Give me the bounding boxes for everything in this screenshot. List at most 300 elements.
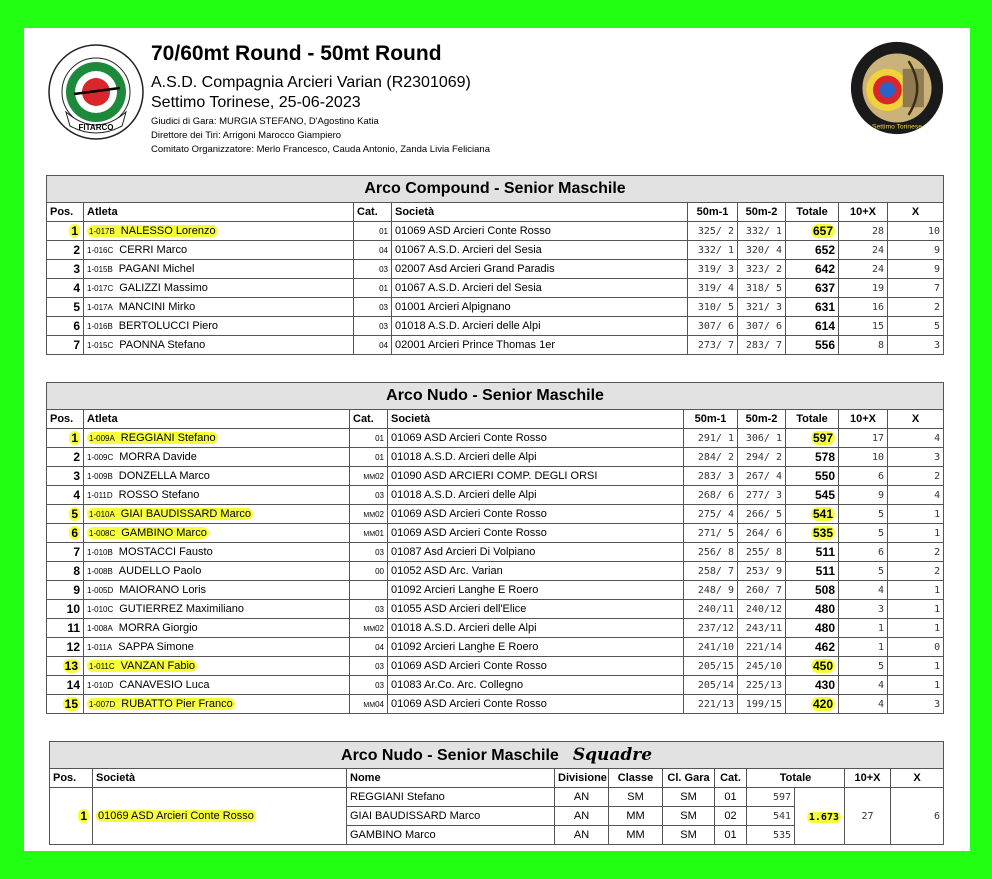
d2-cell: 245/10 <box>738 657 786 676</box>
athlete-cell <box>84 695 350 714</box>
table-row <box>47 524 944 543</box>
tenx-cell: 3 <box>839 600 888 619</box>
pos-cell: 1 <box>47 429 84 448</box>
pos-cell: 12 <box>47 638 84 657</box>
team-x: 6 <box>891 788 944 845</box>
header-row <box>47 410 944 429</box>
athlete-cell <box>84 581 350 600</box>
page-title: 70/60mt Round - 50mt Round <box>151 42 442 65</box>
athlete-name: SAPPA Simone <box>118 641 194 653</box>
pos-cell: 4 <box>47 486 84 505</box>
licence-code: 1-009C <box>87 453 114 462</box>
member-name: REGGIANI Stefano <box>347 788 555 807</box>
arcieri-varian-logo <box>849 40 945 136</box>
d2-cell: 321/ 3 <box>738 298 786 317</box>
club-cell: 01001 Arcieri Alpignano <box>392 298 688 317</box>
d1-cell: 221/13 <box>684 695 738 714</box>
athlete-cell <box>84 619 350 638</box>
teams-header-row <box>50 769 944 788</box>
x-cell: 0 <box>888 638 944 657</box>
d2-cell: 277/ 3 <box>738 486 786 505</box>
tenx-cell: 5 <box>839 657 888 676</box>
club-cell: 01090 ASD ARCIERI COMP. DEGLI ORSI <box>388 467 684 486</box>
club-cell: 01083 Ar.Co. Arc. Collegno <box>388 676 684 695</box>
member-division: AN <box>555 807 609 826</box>
x-cell: 7 <box>888 279 944 298</box>
pos-cell: 3 <box>47 260 84 279</box>
tenx-cell: 5 <box>839 562 888 581</box>
pos-cell: 3 <box>47 467 84 486</box>
d2-cell: 221/14 <box>738 638 786 657</box>
table-row <box>47 448 944 467</box>
athlete-name: DONZELLA Marco <box>118 470 210 482</box>
total-cell: 642 <box>786 260 839 279</box>
cat-code: 02 <box>375 471 384 481</box>
cat-code: 03 <box>375 604 384 614</box>
table-row <box>47 336 944 355</box>
pos-cell: 14 <box>47 676 84 695</box>
col-class: Classe <box>609 769 663 788</box>
club-cell: 01069 ASD Arcieri Conte Rosso <box>388 429 684 448</box>
col-pos: Pos. <box>50 769 93 788</box>
tenx-cell: 28 <box>839 222 888 241</box>
cat-cell <box>350 505 388 524</box>
club-cell: 01055 ASD Arcieri dell'Elice <box>388 600 684 619</box>
club-cell: 01067 A.S.D. Arcieri del Sesia <box>392 241 688 260</box>
athlete-cell <box>84 317 354 336</box>
licence-code: 1-005D <box>87 586 114 595</box>
total-cell: 637 <box>786 279 839 298</box>
total-cell: 480 <box>786 600 839 619</box>
pos-cell: 15 <box>47 695 84 714</box>
cat-code: 03 <box>379 321 388 331</box>
pos-cell: 1 <box>47 222 84 241</box>
col-division: Divisione <box>555 769 609 788</box>
d1-cell: 241/10 <box>684 638 738 657</box>
athlete-cell <box>84 429 350 448</box>
table-row <box>47 298 944 317</box>
d1-cell: 283/ 3 <box>684 467 738 486</box>
col-total: Totale <box>786 203 839 222</box>
x-cell: 1 <box>888 581 944 600</box>
cat-cell <box>354 260 392 279</box>
licence-code: 1-007D <box>89 700 116 709</box>
cat-cell <box>354 336 392 355</box>
table-row <box>47 222 944 241</box>
cat-code: 03 <box>375 661 384 671</box>
total-cell: 545 <box>786 486 839 505</box>
club-cell: 01069 ASD Arcieri Conte Rosso <box>388 524 684 543</box>
d2-cell: 255/ 8 <box>738 543 786 562</box>
d1-cell: 258/ 7 <box>684 562 738 581</box>
table-row <box>47 486 944 505</box>
table-row <box>47 581 944 600</box>
cat-code: 01 <box>379 283 388 293</box>
cat-cell <box>350 600 388 619</box>
d1-cell: 268/ 6 <box>684 486 738 505</box>
team-tenx: 27 <box>845 788 891 845</box>
cat-code: 03 <box>379 264 388 274</box>
athlete-cell <box>84 543 350 562</box>
col-tenx: 10+X <box>839 410 888 429</box>
pos-cell: 6 <box>47 317 84 336</box>
d2-cell: 240/12 <box>738 600 786 619</box>
cat-cell <box>350 486 388 505</box>
table-row <box>47 260 944 279</box>
compound-rows <box>47 222 944 355</box>
d2-cell: 306/ 1 <box>738 429 786 448</box>
d1-cell: 256/ 8 <box>684 543 738 562</box>
d2-cell: 307/ 6 <box>738 317 786 336</box>
total-cell: 462 <box>786 638 839 657</box>
athlete-cell <box>84 336 354 355</box>
d2-cell: 332/ 1 <box>738 222 786 241</box>
total-cell: 556 <box>786 336 839 355</box>
teams-caption-note: Squadre <box>572 745 653 765</box>
cat-cell <box>350 448 388 467</box>
col-x: X <box>888 203 944 222</box>
member-class: MM <box>609 807 663 826</box>
member-name: GIAI BAUDISSARD Marco <box>347 807 555 826</box>
d1-cell: 291/ 1 <box>684 429 738 448</box>
club-cell: 01069 ASD Arcieri Conte Rosso <box>388 695 684 714</box>
cat-code: 03 <box>375 490 384 500</box>
cat-cell <box>350 467 388 486</box>
member-class-gara: SM <box>663 788 715 807</box>
fitarco-logo <box>46 42 146 142</box>
d1-cell: 248/ 9 <box>684 581 738 600</box>
licence-code: 1-011C <box>89 662 115 671</box>
licence-code: 1-010A <box>89 510 115 519</box>
tenx-cell: 5 <box>839 505 888 524</box>
d1-cell: 237/12 <box>684 619 738 638</box>
tenx-cell: 24 <box>839 241 888 260</box>
tenx-cell: 8 <box>839 336 888 355</box>
tenx-cell: 4 <box>839 695 888 714</box>
cat-code: 03 <box>379 302 388 312</box>
tenx-cell: 24 <box>839 260 888 279</box>
d1-cell: 240/11 <box>684 600 738 619</box>
x-cell: 1 <box>888 657 944 676</box>
col-tenx: 10+X <box>845 769 891 788</box>
x-cell: 2 <box>888 467 944 486</box>
athlete-cell <box>84 298 354 317</box>
total-cell: 420 <box>786 695 839 714</box>
table-row <box>47 241 944 260</box>
table-row <box>47 543 944 562</box>
d2-cell: 225/13 <box>738 676 786 695</box>
athlete-name: ROSSO Stefano <box>118 489 200 501</box>
tenx-cell: 16 <box>839 298 888 317</box>
tenx-cell: 10 <box>839 448 888 467</box>
pos-cell: 8 <box>47 562 84 581</box>
class-code: MM <box>363 473 376 481</box>
licence-code: 1-016B <box>87 322 113 331</box>
licence-code: 1-011D <box>87 491 113 500</box>
cat-cell <box>354 298 392 317</box>
athlete-name: GALIZZI Massimo <box>119 282 208 294</box>
d2-cell: 318/ 5 <box>738 279 786 298</box>
table-row <box>47 638 944 657</box>
cat-cell <box>354 241 392 260</box>
col-pos: Pos. <box>47 203 84 222</box>
total-cell: 652 <box>786 241 839 260</box>
total-cell: 597 <box>786 429 839 448</box>
tenx-cell: 17 <box>839 429 888 448</box>
col-d1: 50m-1 <box>688 203 738 222</box>
x-cell: 9 <box>888 260 944 279</box>
d1-cell: 273/ 7 <box>688 336 738 355</box>
pos-cell: 5 <box>47 505 84 524</box>
total-cell: 535 <box>786 524 839 543</box>
d2-cell: 266/ 5 <box>738 505 786 524</box>
club-cell: 02007 Asd Arcieri Grand Paradis <box>392 260 688 279</box>
pos-cell: 6 <box>47 524 84 543</box>
total-cell: 450 <box>786 657 839 676</box>
table-row <box>47 619 944 638</box>
total-cell: 511 <box>786 543 839 562</box>
table-row <box>47 562 944 581</box>
club-cell: 01018 A.S.D. Arcieri delle Alpi <box>388 619 684 638</box>
d2-cell: 243/11 <box>738 619 786 638</box>
x-cell: 1 <box>888 524 944 543</box>
licence-code: 1-015B <box>87 265 113 274</box>
athlete-name: BERTOLUCCI Piero <box>118 320 219 332</box>
athlete-cell <box>84 448 350 467</box>
athlete-cell <box>84 241 354 260</box>
cat-cell <box>350 619 388 638</box>
col-club: Società <box>93 769 347 788</box>
x-cell: 9 <box>888 241 944 260</box>
licence-code: 1-009A <box>89 434 115 443</box>
athlete-name: MANCINI Mirko <box>118 301 196 313</box>
compound-results-table <box>46 175 944 355</box>
cat-cell <box>350 676 388 695</box>
pos-cell: 2 <box>47 241 84 260</box>
licence-code: 1-008C <box>89 529 116 538</box>
header-row <box>47 203 944 222</box>
d1-cell: 332/ 1 <box>688 241 738 260</box>
cat-code: 01 <box>375 452 384 462</box>
total-cell: 480 <box>786 619 839 638</box>
d1-cell: 205/14 <box>684 676 738 695</box>
member-class: MM <box>609 826 663 845</box>
team-member-row <box>50 788 944 807</box>
d2-cell: 320/ 4 <box>738 241 786 260</box>
athlete-name: GAMBINO Marco <box>121 527 207 539</box>
cat-code: 01 <box>375 528 384 538</box>
results-page <box>24 28 970 851</box>
x-cell: 4 <box>888 429 944 448</box>
table-row <box>47 600 944 619</box>
member-cat: 02 <box>715 807 747 826</box>
d1-cell: 310/ 5 <box>688 298 738 317</box>
teams-caption <box>50 742 944 769</box>
d1-cell: 319/ 3 <box>688 260 738 279</box>
cat-code: 01 <box>379 226 388 236</box>
pos-cell: 7 <box>47 336 84 355</box>
club-name: A.S.D. Compagnia Arcieri Varian (R2301069) <box>151 74 471 91</box>
team-pos: 1 <box>50 788 93 845</box>
licence-code: 1-010B <box>87 548 113 557</box>
x-cell: 10 <box>888 222 944 241</box>
cat-code: 02 <box>375 509 384 519</box>
pos-cell: 7 <box>47 543 84 562</box>
athlete-cell <box>84 467 350 486</box>
class-code: MM <box>363 625 376 633</box>
total-cell: 550 <box>786 467 839 486</box>
athlete-name: NALESSO Lorenzo <box>120 225 216 237</box>
cat-cell <box>350 524 388 543</box>
athlete-name: MOSTACCI Fausto <box>118 546 213 558</box>
col-athlete: Atleta <box>84 410 350 429</box>
athlete-cell <box>84 524 350 543</box>
compound-caption: Arco Compound - Senior Maschile <box>47 176 944 203</box>
d2-cell: 260/ 7 <box>738 581 786 600</box>
d1-cell: 307/ 6 <box>688 317 738 336</box>
cat-code: 04 <box>379 245 388 255</box>
tenx-cell: 15 <box>839 317 888 336</box>
cat-cell <box>354 317 392 336</box>
licence-code: 1-009B <box>87 472 113 481</box>
x-cell: 3 <box>888 448 944 467</box>
d2-cell: 267/ 4 <box>738 467 786 486</box>
pos-cell: 13 <box>47 657 84 676</box>
total-cell: 578 <box>786 448 839 467</box>
club-cell: 01092 Arcieri Langhe E Roero <box>388 638 684 657</box>
club-cell: 01092 Arcieri Langhe E Roero <box>388 581 684 600</box>
col-d1: 50m-1 <box>684 410 738 429</box>
svg-text:FITARCO: FITARCO <box>78 123 114 132</box>
cat-cell <box>350 562 388 581</box>
club-cell: 01069 ASD Arcieri Conte Rosso <box>388 505 684 524</box>
licence-code: 1-011A <box>87 643 113 652</box>
pos-cell: 4 <box>47 279 84 298</box>
cat-cell <box>350 657 388 676</box>
team-club: 01069 ASD Arcieri Conte Rosso <box>93 788 347 845</box>
table-row <box>47 317 944 336</box>
col-athlete: Atleta <box>84 203 354 222</box>
d1-cell: 284/ 2 <box>684 448 738 467</box>
athlete-name: VANZAN Fabio <box>120 660 196 672</box>
athlete-name: PAONNA Stefano <box>119 339 206 351</box>
tenx-cell: 4 <box>839 581 888 600</box>
licence-code: 1-010D <box>87 681 114 690</box>
d2-cell: 264/ 6 <box>738 524 786 543</box>
x-cell: 2 <box>888 298 944 317</box>
licence-code: 1-010C <box>87 605 114 614</box>
tenx-cell: 5 <box>839 524 888 543</box>
cat-code: 03 <box>375 547 384 557</box>
licence-code: 1-008B <box>87 567 113 576</box>
x-cell: 3 <box>888 336 944 355</box>
tenx-cell: 6 <box>839 543 888 562</box>
athlete-cell <box>84 657 350 676</box>
total-cell: 541 <box>786 505 839 524</box>
total-cell: 511 <box>786 562 839 581</box>
col-class-gara: Cl. Gara <box>663 769 715 788</box>
athlete-cell <box>84 600 350 619</box>
col-x: X <box>888 410 944 429</box>
club-cell: 01069 ASD Arcieri Conte Rosso <box>392 222 688 241</box>
club-cell: 01018 A.S.D. Arcieri delle Alpi <box>392 317 688 336</box>
d1-cell: 275/ 4 <box>684 505 738 524</box>
athlete-cell <box>84 505 350 524</box>
teams-results-table <box>49 741 944 845</box>
total-cell: 614 <box>786 317 839 336</box>
member-name: GAMBINO Marco <box>347 826 555 845</box>
col-d2: 50m-2 <box>738 203 786 222</box>
member-score: 535 <box>747 826 795 845</box>
d1-cell: 205/15 <box>684 657 738 676</box>
tenx-cell: 6 <box>839 467 888 486</box>
member-score: 597 <box>747 788 795 807</box>
col-d2: 50m-2 <box>738 410 786 429</box>
club-cell: 01018 A.S.D. Arcieri delle Alpi <box>388 486 684 505</box>
athlete-cell <box>84 486 350 505</box>
cat-code: 04 <box>379 340 388 350</box>
x-cell: 5 <box>888 317 944 336</box>
total-cell: 657 <box>786 222 839 241</box>
club-cell: 01087 Asd Arcieri Di Volpiano <box>388 543 684 562</box>
cat-cell <box>354 279 392 298</box>
athlete-cell <box>84 638 350 657</box>
class-code: MM <box>363 511 376 519</box>
club-cell: 01018 A.S.D. Arcieri delle Alpi <box>388 448 684 467</box>
athlete-name: GIAI BAUDISSARD Marco <box>120 508 251 520</box>
cat-cell <box>354 222 392 241</box>
col-cat: Cat. <box>350 410 388 429</box>
col-club: Società <box>388 410 684 429</box>
committee: Comitato Organizzatore: Merlo Francesco, Cauda Antonio, Zanda Livia Feliciana <box>151 144 491 155</box>
nudo-caption: Arco Nudo - Senior Maschile <box>47 383 944 410</box>
cat-code: 03 <box>375 680 384 690</box>
licence-code: 1-008A <box>87 624 113 633</box>
teams-caption-text: Arco Nudo - Senior Maschile <box>341 747 559 764</box>
athlete-name: GUTIERREZ Maximiliano <box>119 603 244 615</box>
member-cat: 01 <box>715 788 747 807</box>
member-cat: 01 <box>715 826 747 845</box>
table-row <box>47 429 944 448</box>
athlete-name: AUDELLO Paolo <box>118 565 202 577</box>
cat-code: 01 <box>375 433 384 443</box>
d1-cell: 319/ 4 <box>688 279 738 298</box>
tenx-cell: 1 <box>839 638 888 657</box>
svg-text:Settimo Torinese: Settimo Torinese <box>872 123 922 131</box>
class-code: MM <box>363 701 376 709</box>
club-cell: 01052 ASD Arc. Varian <box>388 562 684 581</box>
d2-cell: 323/ 2 <box>738 260 786 279</box>
athlete-name: MORRA Giorgio <box>118 622 198 634</box>
table-row <box>47 695 944 714</box>
x-cell: 2 <box>888 543 944 562</box>
total-cell: 430 <box>786 676 839 695</box>
member-division: AN <box>555 826 609 845</box>
member-class: SM <box>609 788 663 807</box>
athlete-cell <box>84 260 354 279</box>
athlete-cell <box>84 222 354 241</box>
table-row <box>47 657 944 676</box>
x-cell: 1 <box>888 619 944 638</box>
licence-code: 1-017A <box>87 303 113 312</box>
athlete-cell <box>84 562 350 581</box>
athlete-cell <box>84 676 350 695</box>
licence-code: 1-017C <box>87 284 114 293</box>
total-cell: 508 <box>786 581 839 600</box>
licence-code: 1-015C <box>87 341 114 350</box>
club-cell: 02001 Arcieri Prince Thomas 1er <box>392 336 688 355</box>
cat-code: 04 <box>375 699 384 709</box>
